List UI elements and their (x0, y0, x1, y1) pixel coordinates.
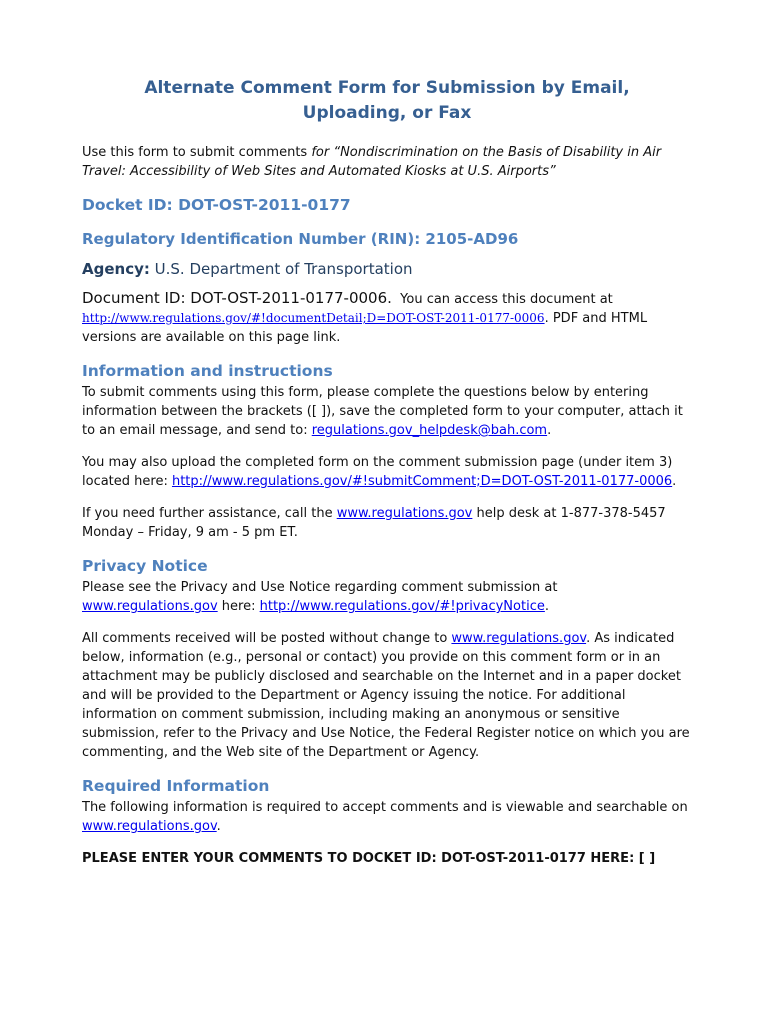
docket-id-heading: Docket ID: DOT-OST-2011-0177 (82, 196, 351, 214)
required-p1-text: The following information is required to accept comments and is viewable and searchable on (82, 800, 688, 815)
info-paragraph-1 (82, 383, 692, 440)
info-heading: Information and instructions (82, 362, 333, 380)
info-p1-end: . (547, 423, 552, 438)
document-detail-link[interactable]: http://www.regulations.gov/#!documentDetail;D=DOT-OST-2011-0177-0006 (82, 311, 545, 325)
required-p1-end: . (216, 819, 221, 834)
required-heading: Required Information (82, 777, 270, 795)
regulations-gov-link[interactable]: www.regulations.gov (451, 631, 587, 646)
privacy-p1-text: Please see the Privacy and Use Notice regarding comment submission at (82, 580, 558, 595)
privacy-paragraph-1 (82, 578, 692, 616)
agency-value: U.S. Department of Transportation (154, 260, 413, 278)
intro-rule-title: for “Nondiscrimination on the Basis of Disability in Air Travel: Accessibility of Web Sites and Automated Kiosks at U.S. Airports” (82, 145, 662, 179)
title-line-2: Uploading, or Fax (302, 103, 472, 123)
document-id-paragraph (82, 289, 692, 347)
rin-heading: Regulatory Identification Number (RIN): 2105-AD96 (82, 230, 519, 248)
privacy-p2-text: All comments received will be posted without change to (82, 631, 452, 646)
privacy-paragraph-2 (82, 629, 692, 762)
info-p2-text: You may also upload the completed form on the comment submission page (under item 3) located here: (82, 455, 673, 489)
regulations-gov-link[interactable]: www.regulations.gov (82, 819, 217, 834)
page-title (82, 76, 692, 126)
privacy-p1-mid: here: (217, 599, 260, 614)
intro-lead: Use this form to submit comments (82, 145, 312, 160)
agency-label: Agency: (82, 260, 150, 278)
document-id: Document ID: DOT-OST-2011-0177-0006. (82, 289, 392, 307)
info-paragraph-3 (82, 504, 692, 542)
helpdesk-email-link[interactable]: regulations.gov_helpdesk@bah.com (311, 423, 548, 438)
privacy-p1-end: . (544, 599, 549, 614)
info-p2-end: . (672, 474, 677, 489)
info-p3-end: help desk at 1-877-378-5457 Monday – Friday, 9 am - 5 pm ET. (82, 506, 666, 540)
privacy-p2-end: . As indicated below, information (e.g., personal or contact) you provide on this comment form or in an attachment may be publicly disclosed and searchable on the Internet and in a paper docket and will be provided to the Department or Agency issuing the notice. For additional information on comment submission, including making an anonymous or sensitive submission, refer to the Privacy and Use Notice, the Federal Register notice on which you are commenting, and the Web site of the Department or Agency. (82, 631, 690, 760)
info-paragraph-2 (82, 453, 692, 491)
submit-comment-link[interactable]: http://www.regulations.gov/#!submitComment;D=DOT-OST-2011-0177-0006 (171, 474, 673, 489)
comment-entry-instruction[interactable]: PLEASE ENTER YOUR COMMENTS TO DOCKET ID: DOT-OST-2011-0177 HERE: [ ] (82, 851, 656, 866)
regulations-gov-link[interactable]: www.regulations.gov (82, 599, 218, 614)
regulations-gov-link[interactable]: www.regulations.gov (336, 506, 473, 521)
agency-line (82, 259, 692, 279)
privacy-notice-link[interactable]: http://www.regulations.gov/#!privacyNotice (259, 599, 545, 614)
privacy-heading: Privacy Notice (82, 557, 208, 575)
title-line-1: Alternate Comment Form for Submission by Email, (144, 78, 630, 98)
document-page (82, 72, 692, 868)
info-p1-text: To submit comments using this form, please complete the questions below by entering information between the brackets ([ ]), save the completed form to your computer, attach it to an email message, and send to: (82, 385, 683, 438)
document-access-text: You can access this document at (400, 292, 613, 307)
document-versions-text: . PDF and HTML versions are available on this page link. (82, 311, 648, 345)
intro-paragraph (82, 143, 692, 181)
required-paragraph (82, 798, 692, 836)
info-p3-text: If you need further assistance, call the (82, 506, 337, 521)
